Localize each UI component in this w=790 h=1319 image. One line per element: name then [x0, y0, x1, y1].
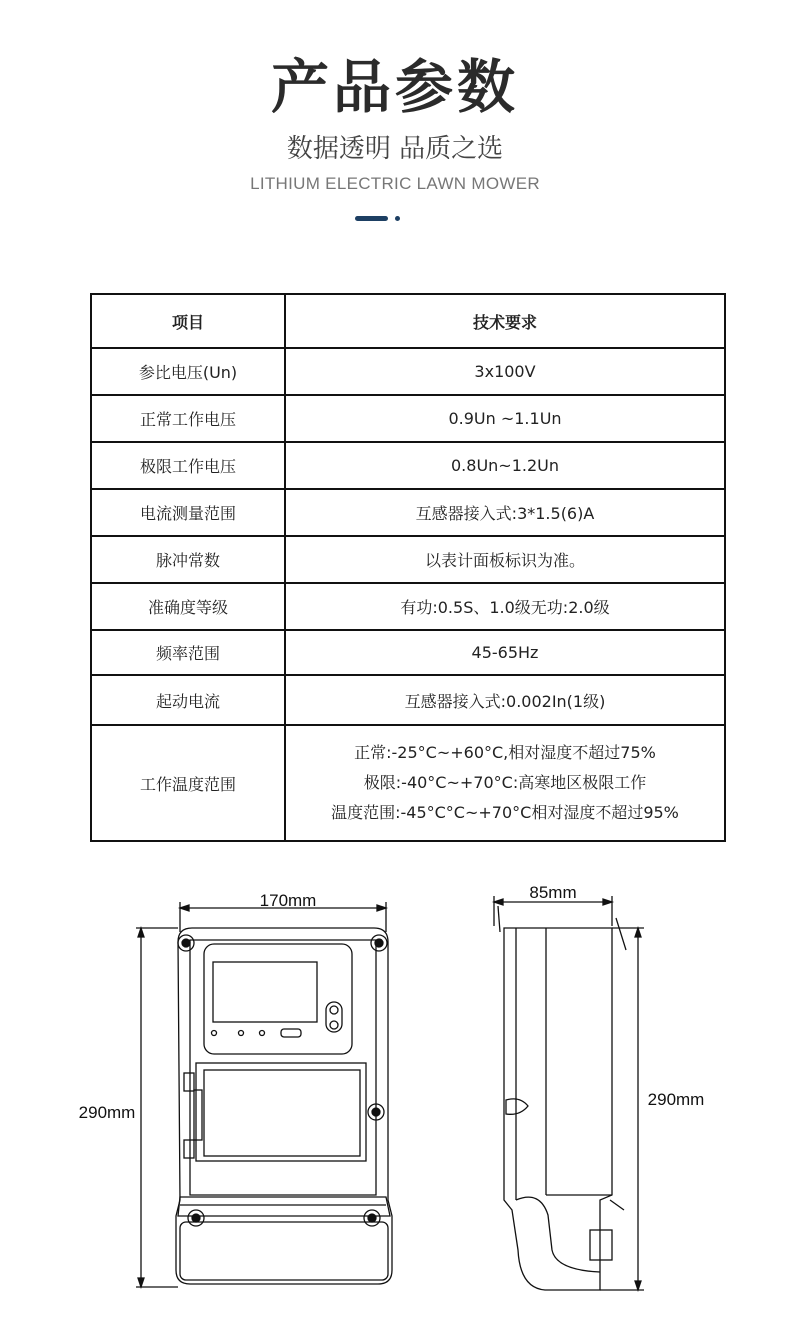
english-title: LITHIUM ELECTRIC LAWN MOWER	[250, 174, 540, 193]
table-row	[91, 583, 725, 630]
row-value: 互感器接入式:3*1.5(6)A	[285, 489, 725, 536]
row-item: 工作温度范围	[91, 725, 285, 841]
row-value-line: 正常:-25°C~+60°C,相对湿度不超过75%	[354, 743, 656, 762]
row-item: 起动电流	[91, 675, 285, 725]
row-value: 互感器接入式:0.002In(1级)	[285, 675, 725, 725]
row-value: 0.8Un~1.2Un	[285, 442, 725, 489]
table-row	[91, 395, 725, 442]
table-header-row	[91, 294, 725, 348]
row-item: 正常工作电压	[91, 395, 285, 442]
table-row	[91, 442, 725, 489]
row-value: 以表计面板标识为准。	[285, 536, 725, 583]
front-height-label: 290mm	[78, 1103, 136, 1122]
row-value: 3x100V	[285, 348, 725, 395]
row-item: 电流测量范围	[91, 489, 285, 536]
side-view-drawing	[494, 896, 644, 1290]
table-row	[91, 348, 725, 395]
row-item: 准确度等级	[91, 583, 285, 630]
accent-bar	[355, 216, 388, 221]
accent-dot	[395, 216, 400, 221]
row-value-line: 极限:-40°C~+70°C:高寒地区极限工作	[363, 773, 647, 792]
row-value	[285, 725, 725, 841]
page-subtitle: 数据透明 品质之选	[286, 134, 504, 164]
column-header-item: 项目	[91, 294, 285, 348]
row-item: 极限工作电压	[91, 442, 285, 489]
row-value: 0.9Un ~1.1Un	[285, 395, 725, 442]
side-height-label: 290mm	[647, 1090, 705, 1109]
row-item: 参比电压(Un)	[91, 348, 285, 395]
column-header-requirement: 技术要求	[285, 294, 725, 348]
spec-table	[90, 293, 726, 842]
table-row	[91, 675, 725, 725]
page-title: 产品参数	[270, 53, 519, 121]
front-view-drawing	[136, 902, 392, 1287]
side-width-label: 85mm	[529, 883, 577, 902]
table-row	[91, 489, 725, 536]
row-value: 有功:0.5S、1.0级无功:2.0级	[285, 583, 725, 630]
table-row	[91, 536, 725, 583]
table-row	[91, 630, 725, 675]
dimension-drawings	[0, 870, 790, 1319]
row-value: 45-65Hz	[285, 630, 725, 675]
table-row	[91, 725, 725, 841]
row-value-line: 温度范围:-45°C°C~+70°C相对湿度不超过95%	[331, 803, 679, 822]
front-width-label: 170mm	[259, 891, 317, 910]
row-item: 脉冲常数	[91, 536, 285, 583]
row-item: 频率范围	[91, 630, 285, 675]
